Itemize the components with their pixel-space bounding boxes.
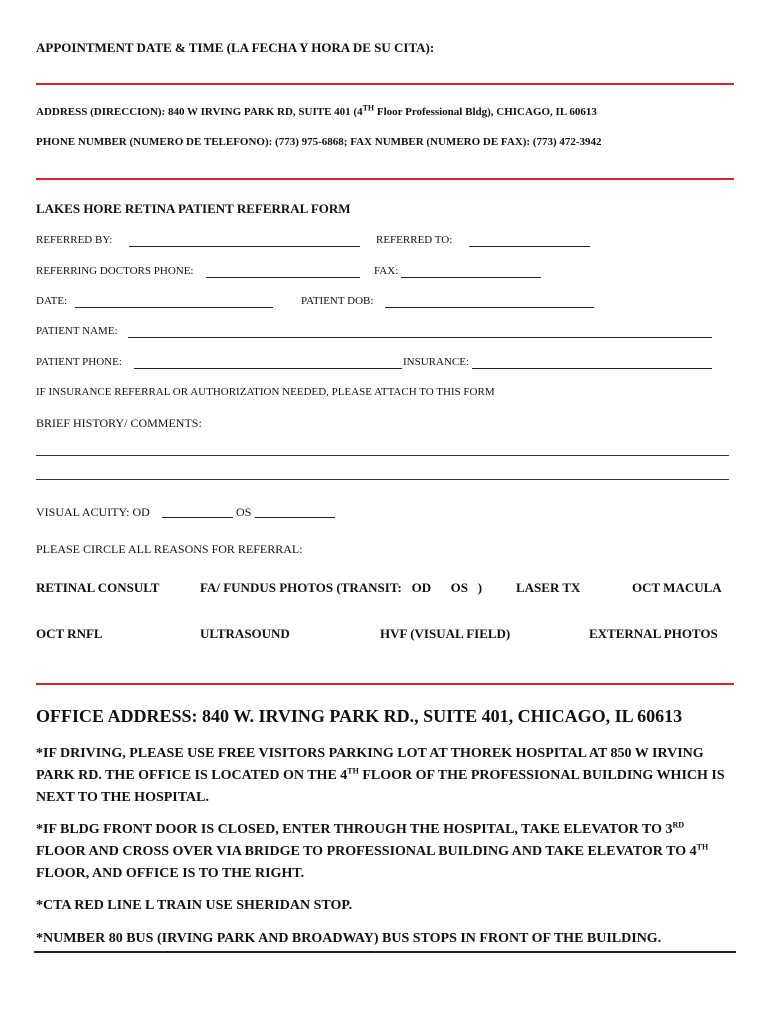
appointment-label: APPOINTMENT DATE & TIME (LA FECHA Y HORA DE SU CITA): — [36, 40, 435, 55]
date-label: DATE: — [36, 295, 68, 307]
referring-phone-label: REFERRING DOCTORS PHONE: — [36, 265, 194, 277]
divider-red-3 — [36, 683, 734, 685]
form-title: LAKES HORE RETINA PATIENT REFERRAL FORM — [36, 201, 351, 216]
referred-by-field[interactable] — [129, 246, 360, 247]
history-line-1[interactable] — [36, 455, 729, 456]
fax-field[interactable] — [401, 277, 541, 278]
reason-oct-macula[interactable]: OCT MACULA — [632, 580, 722, 595]
patient-name-field[interactable] — [128, 337, 712, 338]
fax-label: FAX: — [374, 265, 399, 277]
cta-instructions: *CTA RED LINE L TRAIN USE SHERIDAN STOP. — [36, 898, 353, 913]
building-instructions: *IF BLDG FRONT DOOR IS CLOSED, ENTER THROUGH THE HOSPITAL, TAKE ELEVATOR TO 3RD FLOOR AND CROSS OVER VIA BRIDGE TO PROFESSIONAL BUILDING AND TAKE ELEVATOR TO 4TH FLOOR, AND OFFICE IS TO THE RIGHT. — [36, 820, 709, 881]
patient-phone-field[interactable] — [134, 368, 402, 369]
insurance-field[interactable] — [472, 368, 712, 369]
reason-external-photos[interactable]: EXTERNAL PHOTOS — [589, 626, 718, 641]
reason-oct-rnfl[interactable]: OCT RNFL — [36, 626, 103, 641]
history-line-2[interactable] — [36, 479, 729, 480]
referred-to-label: REFERRED TO: — [376, 234, 453, 246]
divider-red-1 — [36, 83, 734, 85]
driving-instructions: *IF DRIVING, PLEASE USE FREE VISITORS PARKING LOT AT THOREK HOSPITAL AT 850 W IRVING PARK RD. THE OFFICE IS LOCATED ON THE 4TH FLOOR OF THE PROFESSIONAL BUILDING WHICH IS NEXT TO THE HOSPITAL. — [36, 746, 725, 805]
patient-dob-field[interactable] — [385, 307, 594, 308]
os-label: OS — [236, 505, 252, 519]
office-address: OFFICE ADDRESS: 840 W. IRVING PARK RD., SUITE 401, CHICAGO, IL 60613 — [36, 706, 683, 726]
bottom-rule — [34, 951, 736, 953]
insurance-label: INSURANCE: — [403, 356, 470, 368]
reason-laser-tx[interactable]: LASER TX — [516, 580, 581, 595]
divider-red-2 — [36, 178, 734, 180]
od-field[interactable] — [162, 517, 233, 518]
insurance-note: IF INSURANCE REFERRAL OR AUTHORIZATION NEEDED, PLEASE ATTACH TO THIS FORM — [36, 386, 495, 398]
address-line: ADDRESS (DIRECCION): 840 W IRVING PARK RD, SUITE 401 (4TH Floor Professional Bldg), CHICAGO, IL 60613 — [36, 103, 597, 118]
bus-instructions: *NUMBER 80 BUS (IRVING PARK AND BROADWAY) BUS STOPS IN FRONT OF THE BUILDING. — [36, 931, 662, 946]
patient-dob-label: PATIENT DOB: — [301, 295, 374, 307]
referred-to-field[interactable] — [469, 246, 590, 247]
reason-ultrasound[interactable]: ULTRASOUND — [200, 626, 290, 641]
patient-name-label: PATIENT NAME: — [36, 325, 118, 337]
phone-line: PHONE NUMBER (NUMERO DE TELEFONO): (773) 975-6868; FAX NUMBER (NUMERO DE FAX): (773) 472-3942 — [36, 136, 602, 148]
history-label: BRIEF HISTORY/ COMMENTS: — [36, 416, 202, 430]
referred-by-label: REFERRED BY: — [36, 234, 113, 246]
date-field[interactable] — [75, 307, 273, 308]
os-field[interactable] — [255, 517, 335, 518]
reason-fa-fundus[interactable]: FA/ FUNDUS PHOTOS (TRANSIT: OD OS ) — [200, 580, 483, 595]
referring-phone-field[interactable] — [206, 277, 360, 278]
circle-note: PLEASE CIRCLE ALL REASONS FOR REFERRAL: — [36, 542, 303, 556]
reason-retinal-consult[interactable]: RETINAL CONSULT — [36, 580, 160, 595]
reason-hvf[interactable]: HVF (VISUAL FIELD) — [380, 626, 511, 641]
patient-phone-label: PATIENT PHONE: — [36, 356, 122, 368]
visual-acuity-label: VISUAL ACUITY: OD — [36, 505, 150, 519]
